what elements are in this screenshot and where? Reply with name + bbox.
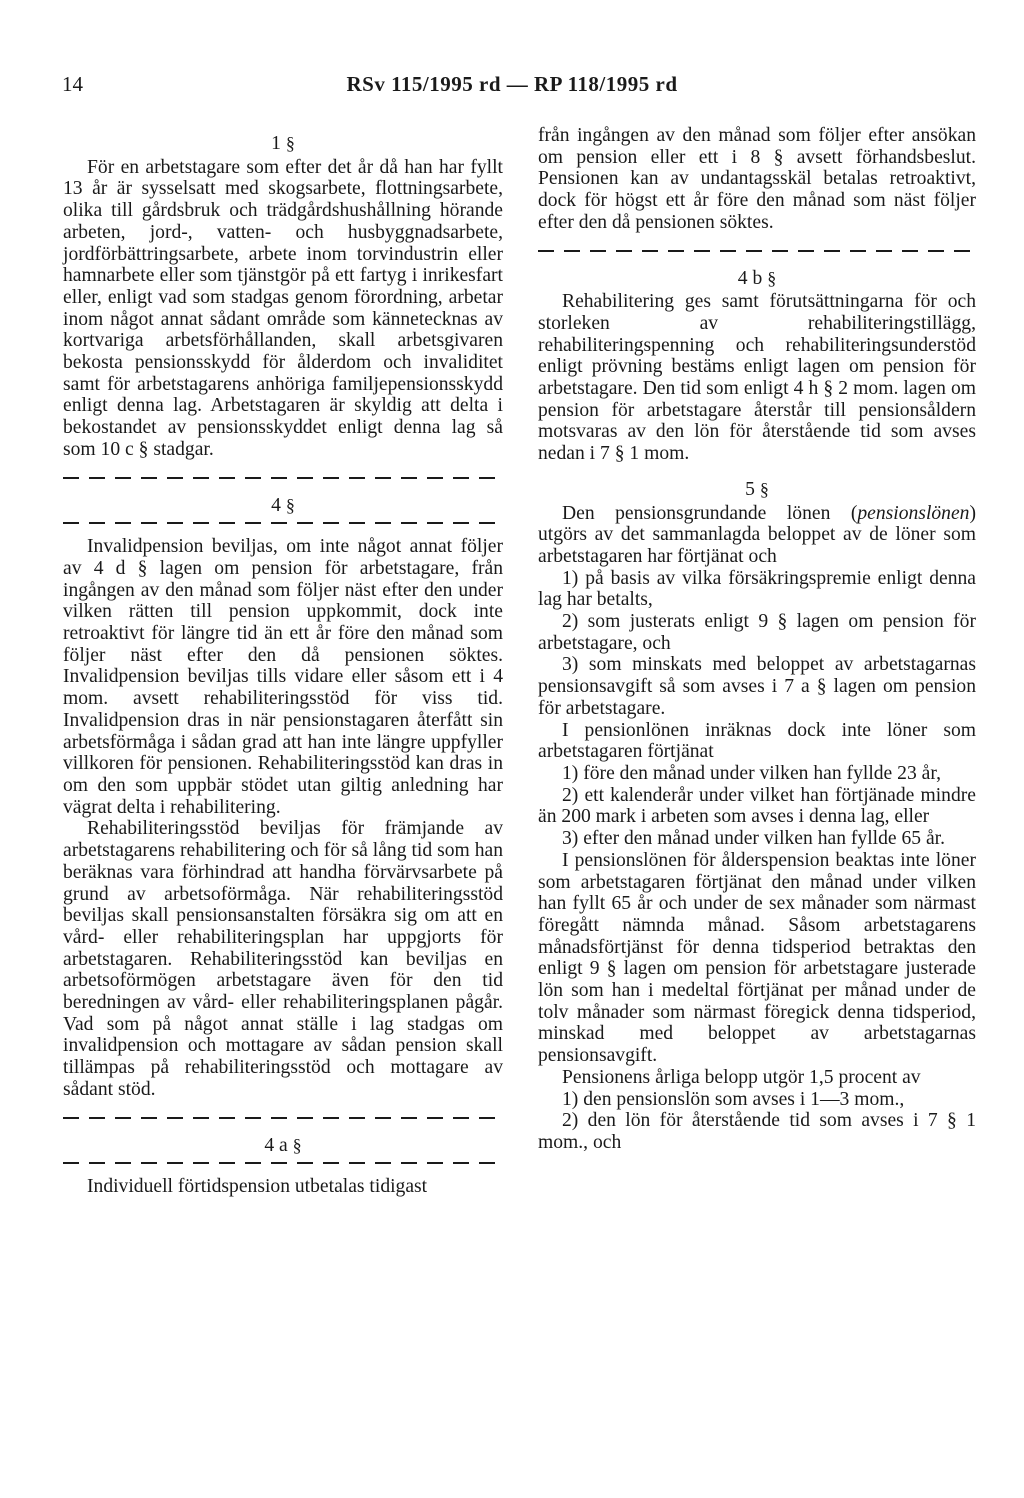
section-5-paragraph-3: I pensionslönen för ålderspension beaktas inte löner som arbetstagaren förtjänat den månad under vilken han fyllt 65 år och under de sex månader som närmast föregått nämnda månad. Såsom arbetstagarens månadsförtjänst för denna tidsperiod betraktas den enligt 9 § lagen om pension för arbetstagare justerade lön som han i medeltal förtjänat per månad under de tolv månader som närmast föregick denna tidsperiod, minskad med beloppet av arbetstagarnas pensionsavgift. [538,849,976,1067]
section-5-paragraph-4: Pensionens årliga belopp utgör 1,5 procent av [562,1066,921,1088]
section-heading-5: 5 § [745,478,769,500]
running-title: RSv 115/1995 rd — RP 118/1995 rd [346,72,678,96]
section-5-paragraph-2: I pensionlönen inräknas dock inte löner som arbetstagaren förtjänat [538,719,976,763]
term-pensionslonen: pensionslönen [857,502,970,524]
omission-divider [538,250,976,252]
list-item: 3) som minskats med beloppet av arbetstagarnas pensionsavgift så som avses i 7 a § lagen om pension för arbetstagare. [538,654,976,719]
section-4b-paragraph: Rehabilitering ges samt förutsättningarna för och storleken av rehabiliteringstillägg, rehabiliteringspenning och rehabiliteringsunderstöd enligt prövning bestäms enligt lagen om pension för arbetstagare. Den tid som enligt 4 h § 2 mom. lagen om pension för arbetstagare återstår till pensionsåldern motsvaras av den lön för återstående tid som avses nedan i 7 § 1 mom. [538,291,976,465]
list-item: 1) den pensionslön som avses i 1—3 mom., [562,1088,905,1110]
section-4-paragraph-1: Invalidpension beviljas, om inte något annat följer av 4 d § lagen om pension för arbetstagare, från ingången av den månad som följer näst efter den under vilken rätten till pension uppkommit, dock inte retroaktivt för längre tid än ett år före den månad som följer näst efter den då pensionen söktes. Invalidpension beviljas tills vidare eller såsom ett i 4 mom. avsett rehabiliteringsstöd för viss tid. Invalidpension dras in när pensionstagaren återfått sin arbetsförmåga i sådan grad att han inte längre uppfyller villkoren för pensionen. Rehabiliteringsstöd kan dras in om den som uppbär stödet utan giltig anledning har vägrat delta i rehabilitering. [63,536,503,818]
page-header [0,72,1024,102]
section-heading-1: 1 § [271,133,295,154]
list-item: 2) den lön för återstående tid som avses i 7 § 1 mom., och [538,1110,976,1153]
right-column [538,125,976,1154]
section-4-paragraph-2: Rehabiliteringsstöd beviljas för främjande av arbetstagarens rehabilitering och för så lång tid som han beräknas vara förhindrad att handha förvärvsarbete på grund av arbetsoförmåga. När rehabiliteringsstöd beviljas skall pensionsanstalten försäkra sig om att en vård- eller rehabiliteringsplan har uppgjorts för arbetstagaren. Rehabiliteringsstöd kan beviljas en arbetsoförmögen arbetstagare även för den tid beredningen av vård- eller rehabiliteringsplanen pågår. Vad som på något annat ställe i lag stadgas om invalidpension och mottagare av sådan pension skall tillämpas på rehabiliteringsstöd och mottagare av sådant stöd. [63,818,503,1100]
list-item: 2) ett kalenderår under vilket han förtjänade mindre än 200 mark i arbeten som avses i denna lag, eller [538,784,976,828]
list-item: 2) som justerats enligt 9 § lagen om pension för arbetstagare, och [538,611,976,654]
omission-divider [63,522,503,524]
section-5-paragraph-1: Den pensionsgrundande lönen (pensionslönen) utgörs av det sammanlagda beloppet av de löner som arbetstagaren har förtjänat och [538,502,976,567]
omission-divider [63,1117,503,1119]
left-column [63,125,503,1198]
page-number: 14 [62,72,83,96]
list-item: 1) före den månad under vilken han fyllde 23 år, [562,762,941,784]
continued-paragraph: från ingången av den månad som följer efter ansökan om pension eller ett i 8 § avsett förhandsbeslut. Pensionen kan av undantagsskäl betalas retroaktivt, dock för högst ett år före den månad som näst följer efter den då pensionen söktes. [538,125,976,233]
section-1-paragraph: För en arbetstagare som efter det år då han har fyllt 13 år är sysselsatt med skogsarbete, flottningsarbete, olika till gårdsbruk och trädgårdshushållning hörande arbeten, jord-, vatten- och husbyggnadsarbete, jordförbättringsarbete, arbete inom torvindustrin eller hamnarbete eller som tjänstgör på ett fartyg i inrikesfart eller, enligt vad som stadgas genom förordning, arbetar inom något annat sådant område som kännetecknas av kortvariga arbetsförhållanden, skall arbetsgivaren bekosta pensionsskydd för ålderdom och invaliditet samt för arbetstagarens anhöriga familjepensionsskydd enligt denna lag. Arbetstagaren är skyldig att delta i bekostandet av pensionsskyddet enligt denna lag så som 10 c § stadgar. [63,156,503,460]
list-item: 3) efter den månad under vilken han fyllde 65 år. [562,828,946,850]
omission-divider [63,477,503,479]
section-heading-4a: 4 a § [264,1134,302,1156]
section-4a-paragraph: Individuell förtidspension utbetalas tidigast [87,1176,428,1198]
section-heading-4: 4 § [271,494,295,516]
list-item: 1) på basis av vilka försäkringspremie enligt denna lag har betalts, [538,567,976,611]
omission-divider [63,1162,503,1164]
section-heading-4b: 4 b § [737,267,777,289]
